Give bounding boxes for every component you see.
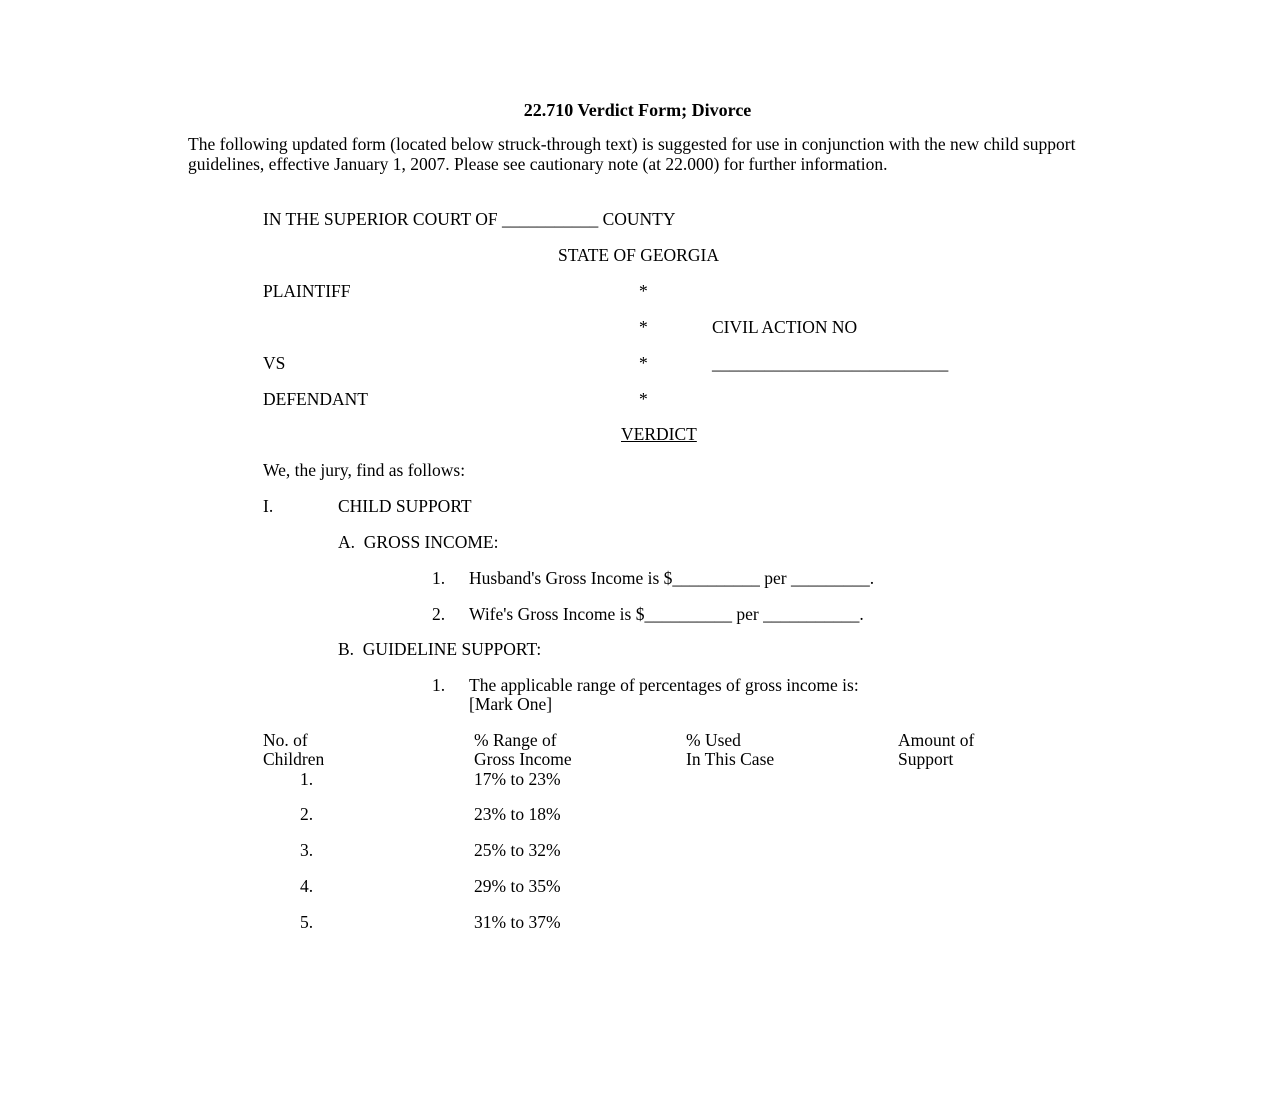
item-number: 1. bbox=[432, 568, 446, 588]
header-amount: Support bbox=[898, 749, 954, 769]
section-a-label: A. GROSS INCOME: bbox=[338, 532, 499, 552]
caption-star: * bbox=[639, 317, 648, 337]
row-children: 3. bbox=[300, 840, 314, 860]
section-i-number: I. bbox=[263, 496, 274, 516]
header-used: In This Case bbox=[686, 749, 775, 769]
range-instruction: The applicable range of percentages of gross income is: bbox=[469, 675, 859, 695]
mark-one-note: [Mark One] bbox=[469, 694, 553, 714]
row-range: 23% to 18% bbox=[474, 804, 561, 824]
section-i-label: CHILD SUPPORT bbox=[338, 496, 472, 516]
row-children: 2. bbox=[300, 804, 314, 824]
caption-star: * bbox=[639, 281, 648, 301]
header-range: % Range of bbox=[474, 730, 557, 750]
civil-action-label: CIVIL ACTION NO bbox=[712, 317, 858, 337]
header-range: Gross Income bbox=[474, 749, 572, 769]
row-range: 29% to 35% bbox=[474, 876, 561, 896]
row-children: 4. bbox=[300, 876, 314, 896]
row-children: 1. bbox=[300, 769, 314, 789]
vs-label: VS bbox=[263, 353, 286, 373]
row-children: 5. bbox=[300, 912, 314, 932]
row-range: 17% to 23% bbox=[474, 769, 561, 789]
header-children: Children bbox=[263, 749, 325, 769]
header-used: % Used bbox=[686, 730, 741, 750]
row-range: 25% to 32% bbox=[474, 840, 561, 860]
court-line: IN THE SUPERIOR COURT OF ___________ COUNTY bbox=[263, 209, 676, 229]
header-amount: Amount of bbox=[898, 730, 975, 750]
defendant-label: DEFENDANT bbox=[263, 389, 368, 409]
item-number: 2. bbox=[432, 604, 446, 624]
item-number: 1. bbox=[432, 675, 446, 695]
state-line: STATE OF GEORGIA bbox=[558, 245, 719, 265]
section-b-label: B. GUIDELINE SUPPORT: bbox=[338, 639, 542, 659]
husband-income-line: Husband's Gross Income is $__________ per _________. bbox=[469, 568, 875, 588]
jury-line: We, the jury, find as follows: bbox=[263, 460, 466, 480]
row-range: 31% to 37% bbox=[474, 912, 561, 932]
intro-paragraph: The following updated form (located below struck-through text) is suggested for use in conjunction with the new child support guidelines, effective January 1, 2007. Please see cautionary note (at 22.000) for further information. bbox=[188, 134, 1076, 174]
wife-income-line: Wife's Gross Income is $__________ per ___________. bbox=[469, 604, 864, 624]
caption-star: * bbox=[639, 389, 648, 409]
verdict-heading: VERDICT bbox=[621, 424, 697, 444]
header-children: No. of bbox=[263, 730, 308, 750]
document-title: 22.710 Verdict Form; Divorce bbox=[523, 100, 752, 120]
plaintiff-label: PLAINTIFF bbox=[263, 281, 351, 301]
civil-action-blank: ___________________________ bbox=[712, 353, 949, 373]
caption-star: * bbox=[639, 353, 648, 373]
